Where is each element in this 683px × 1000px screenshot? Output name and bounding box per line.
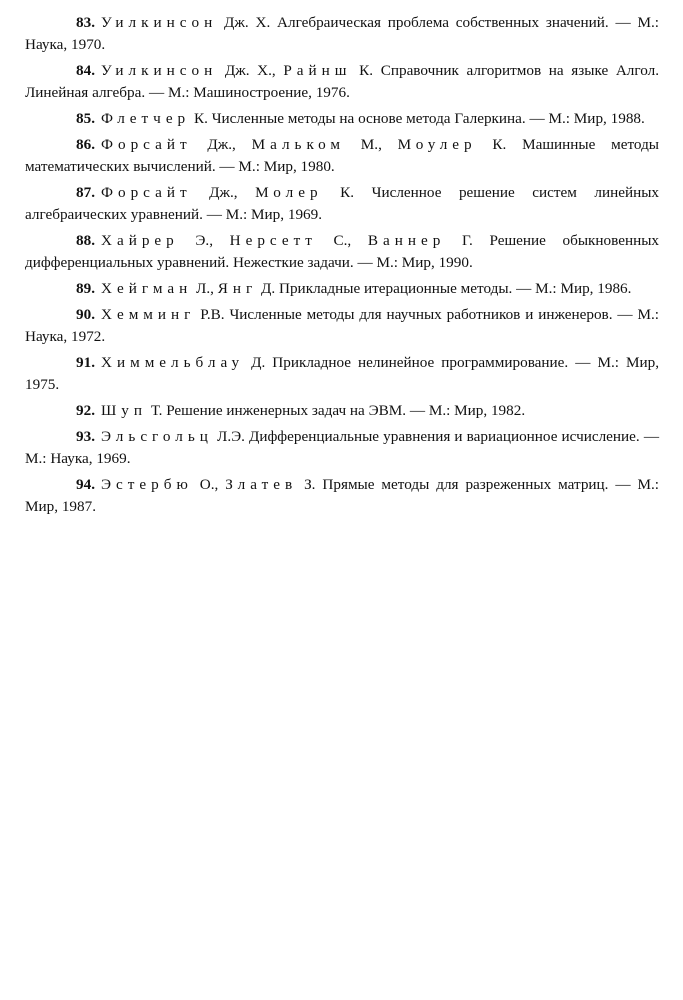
reference-entry-86: [25, 134, 659, 178]
reference-entry-90: [25, 304, 659, 348]
reference-initials: Р.В.: [200, 306, 225, 323]
reference-author: Уилкинсон: [100, 14, 218, 31]
reference-initials: Дж. Х.,: [224, 62, 284, 79]
reference-author: Уилкинсон: [100, 62, 218, 79]
reference-text: Решение инженерных задач на ЭВМ. — М.: Мир, 1982.: [162, 402, 526, 419]
reference-text: Алгебраическая проблема собственных значений. — М.: Наука, 1970.: [25, 14, 659, 53]
reference-number: 85.: [76, 110, 95, 127]
reference-number: 91.: [76, 354, 95, 371]
reference-author: Эльсгольц: [100, 428, 213, 445]
reference-number: 90.: [76, 306, 95, 323]
reference-author: Хемминг: [100, 306, 196, 323]
reference-author: Эстербю: [100, 476, 193, 493]
reference-initials: Л.Э.: [217, 428, 245, 445]
reference-entry-83: [25, 12, 659, 56]
reference-initials: Т.: [150, 402, 163, 419]
reference-number: 88.: [76, 232, 95, 249]
reference-number: 92.: [76, 402, 95, 419]
reference-initials: З.: [304, 476, 316, 493]
reference-initials: С.,: [333, 232, 368, 249]
reference-number: 84.: [76, 62, 95, 79]
reference-text: Численные методы на основе метода Галеркина. — М.: Мир, 1988.: [207, 110, 645, 127]
reference-entry-85: [25, 108, 659, 130]
reference-initials: Д.: [261, 280, 276, 297]
reference-initials: Г.: [461, 232, 473, 249]
reference-entry-88: [25, 230, 659, 274]
reference-author: Моулер: [397, 136, 477, 153]
reference-text: Прикладные итерационные методы. — М.: Мир, 1986.: [275, 280, 632, 297]
reference-initials: Л.,: [196, 280, 218, 297]
reference-initials: М.,: [360, 136, 398, 153]
reference-initials: О.,: [199, 476, 226, 493]
reference-text: Справочник алгоритмов на языке Алгол. Линейная алгебра. — М.: Машиностроение, 1976.: [25, 62, 660, 101]
reference-number: 93.: [76, 428, 95, 445]
reference-text: Прямые методы для разреженных матриц. — М.: Мир, 1987.: [25, 476, 660, 515]
reference-initials: К.: [492, 136, 507, 153]
reference-author: Хейгман: [100, 280, 193, 297]
reference-initials: Дж.,: [207, 136, 252, 153]
reference-author: Флетчер: [100, 110, 191, 127]
reference-number: 87.: [76, 184, 95, 201]
reference-number: 86.: [76, 136, 95, 153]
reference-number: 89.: [76, 280, 95, 297]
reference-number: 83.: [76, 14, 95, 31]
reference-initials: Дж. Х.: [224, 14, 271, 31]
reference-author: Шуп: [100, 402, 148, 419]
reference-initials: К.: [359, 62, 374, 79]
reference-text: Прикладное нелинейное программирование. — М.: Мир, 1975.: [25, 354, 660, 393]
reference-author: Химмельблау: [100, 354, 245, 371]
reference-author: Златев: [225, 476, 298, 493]
reference-entry-84: [25, 60, 659, 104]
reference-number: 94.: [76, 476, 95, 493]
reference-text: Численное решение систем линейных алгебраических уравнений. — М.: Мир, 1969.: [25, 184, 660, 223]
reference-initials: Э.,: [195, 232, 230, 249]
reference-text: Дифференциальные уравнения и вариационное исчисление. — М.: Наука, 1969.: [25, 428, 660, 467]
reference-author: Хайрер: [100, 232, 179, 249]
reference-entry-91: [25, 352, 659, 396]
reference-initials: Дж.,: [209, 184, 256, 201]
reference-author: Форсайт: [100, 184, 192, 201]
reference-entry-92: [25, 400, 659, 422]
reference-list: [25, 12, 659, 522]
reference-author: Нерсетт: [229, 232, 317, 249]
reference-initials: К.: [340, 184, 355, 201]
reference-author: Форсайт: [100, 136, 192, 153]
reference-author: Райнш: [283, 62, 352, 79]
reference-author: Мальком: [251, 136, 345, 153]
reference-author: Ваннер: [367, 232, 446, 249]
reference-author: Молер: [255, 184, 323, 201]
reference-text: Численные методы для научных работников и инженеров. — М.: Наука, 1972.: [25, 306, 659, 345]
reference-text: Машинные методы математических вычислений. — М.: Мир, 1980.: [25, 136, 659, 175]
reference-entry-93: [25, 426, 659, 470]
reference-author: Янг: [217, 280, 258, 297]
reference-entry-94: [25, 474, 659, 518]
reference-text: Решение обыкновенных дифференциальных уравнений. Нежесткие задачи. — М.: Мир, 1990.: [25, 232, 659, 271]
reference-entry-87: [25, 182, 659, 226]
reference-initials: Д.: [251, 354, 266, 371]
reference-entry-89: [25, 278, 659, 300]
reference-initials: К.: [193, 110, 208, 127]
